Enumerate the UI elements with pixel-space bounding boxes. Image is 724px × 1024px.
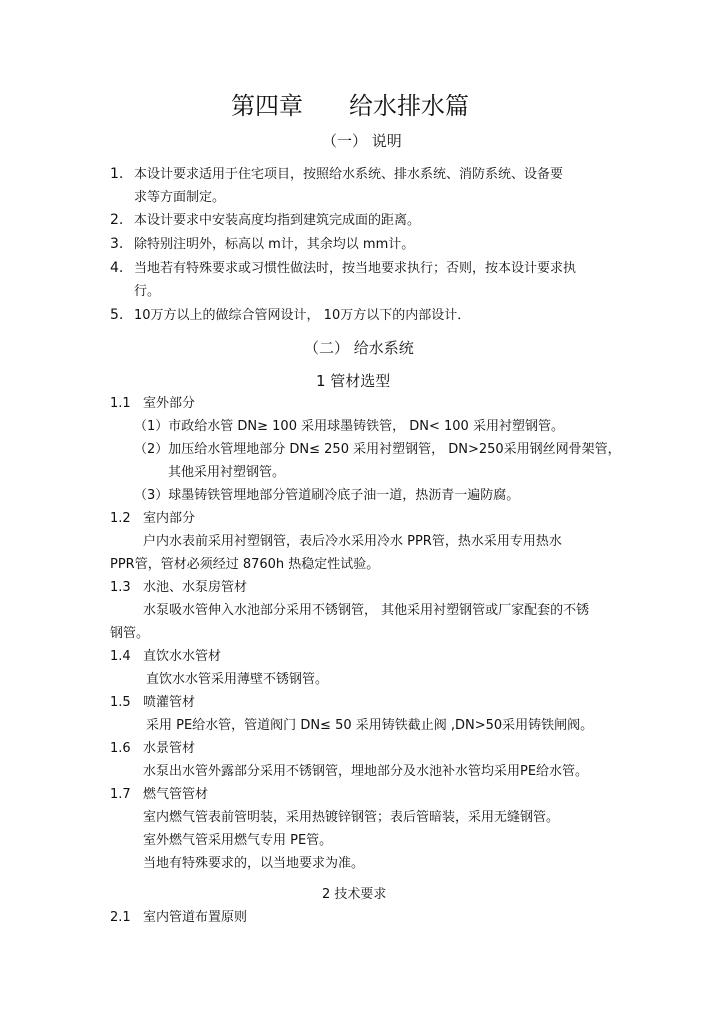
list-item-text: 10万方以上的做综合管网设计， 10万方以下的内部设计．	[134, 308, 471, 323]
clause-text: 水泵吸水管伸入水池部分采用不锈钢管， 其他采用衬塑钢管或厂家配套的不锈	[143, 603, 590, 618]
clause-number: 1.5	[110, 695, 131, 710]
clause-title: 室内管道布置原则	[143, 910, 248, 925]
clause-title: 水池、水泵房管材	[143, 580, 248, 595]
list-item-text: 当地若有特殊要求或习惯性做法时，按当地要求执行；否则，按本设计要求执	[134, 261, 577, 276]
list-item-number: 1.	[110, 166, 124, 182]
chapter-number: 第四章	[231, 92, 303, 120]
clause-number: 1.7	[110, 787, 131, 802]
clause-title: 室内部分	[143, 511, 196, 526]
section-heading-water-supply: （二） 给水系统	[304, 339, 414, 357]
clause-text: 当地有特殊要求的，以当地要求为准。	[143, 856, 365, 871]
list-item-text: 行。	[134, 284, 161, 299]
clause-text: 采用 PE给水管，管道阀门 DN≤ 50 采用铸铁截止阀 ,DN>50采用铸铁闸阀。	[146, 718, 594, 733]
clause-title: 喷灌管材	[143, 695, 196, 710]
clause-text: 其他采用衬塑钢管。	[168, 465, 286, 480]
subsection-heading-technical: 2 技术要求	[322, 887, 387, 902]
clause-text: 钢管。	[110, 626, 150, 641]
chapter-title: 给水排水篇	[349, 92, 469, 120]
list-item-number: 4.	[110, 260, 124, 276]
clause-number: 1.1	[110, 396, 131, 411]
clause-number: 1.4	[110, 649, 131, 664]
list-item-number: 2.	[110, 212, 124, 228]
clause-number: 1.3	[110, 580, 131, 595]
clause-number: 1.6	[110, 741, 131, 756]
list-item-text: 本设计要求适用于住宅项目，按照给水系统、排水系统、消防系统、设备要	[134, 167, 564, 182]
clause-number: 1.2	[110, 511, 131, 526]
clause-text: PPR管，管材必须经过 8760h 热稳定性试验。	[110, 557, 380, 572]
section-heading-explanation: （一） 说明	[322, 132, 402, 150]
clause-text: （1）市政给水管 DN≥ 100 采用球墨铸铁管， DN< 100 采用衬塑钢管。	[134, 419, 564, 434]
clause-title: 直饮水水管材	[143, 649, 222, 664]
list-item-number: 5.	[110, 307, 124, 323]
clause-text: 直饮水水管采用薄壁不锈钢管。	[146, 672, 329, 687]
list-item-number: 3.	[110, 236, 124, 252]
list-item-text: 本设计要求中安装高度均指到建筑完成面的距离。	[134, 213, 421, 228]
clause-text: 室内燃气管表前管明装，采用热镀锌钢管；表后管暗装，采用无缝钢管。	[143, 810, 560, 825]
clause-text: 水泵出水管外露部分采用不锈钢管，埋地部分及水池补水管均采用PE给水管。	[143, 764, 589, 779]
clause-text: 户内水表前采用衬塑钢管，表后冷水采用冷水 PPR管，热水采用专用热水	[143, 534, 562, 549]
list-item-text: 求等方面制定。	[134, 190, 226, 205]
list-item-text: 除特别注明外，标高以 m计，其余均以 mm计。	[134, 237, 415, 252]
clause-title: 水景管材	[143, 741, 196, 756]
clause-text: （3）球墨铸铁管埋地部分管道刷冷底子油一道，热沥青一遍防腐。	[134, 488, 520, 503]
clause-text: （2）加压给水管埋地部分 DN≤ 250 采用衬塑钢管， DN>250采用钢丝网骨架管，	[134, 442, 621, 457]
clause-title: 室外部分	[143, 396, 196, 411]
clause-title: 燃气管管材	[143, 787, 209, 802]
clause-number: 2.1	[110, 910, 131, 925]
subsection-heading-pipe-selection: 1 管材选型	[316, 372, 391, 390]
clause-text: 室外燃气管采用燃气专用 PE管。	[143, 833, 333, 848]
